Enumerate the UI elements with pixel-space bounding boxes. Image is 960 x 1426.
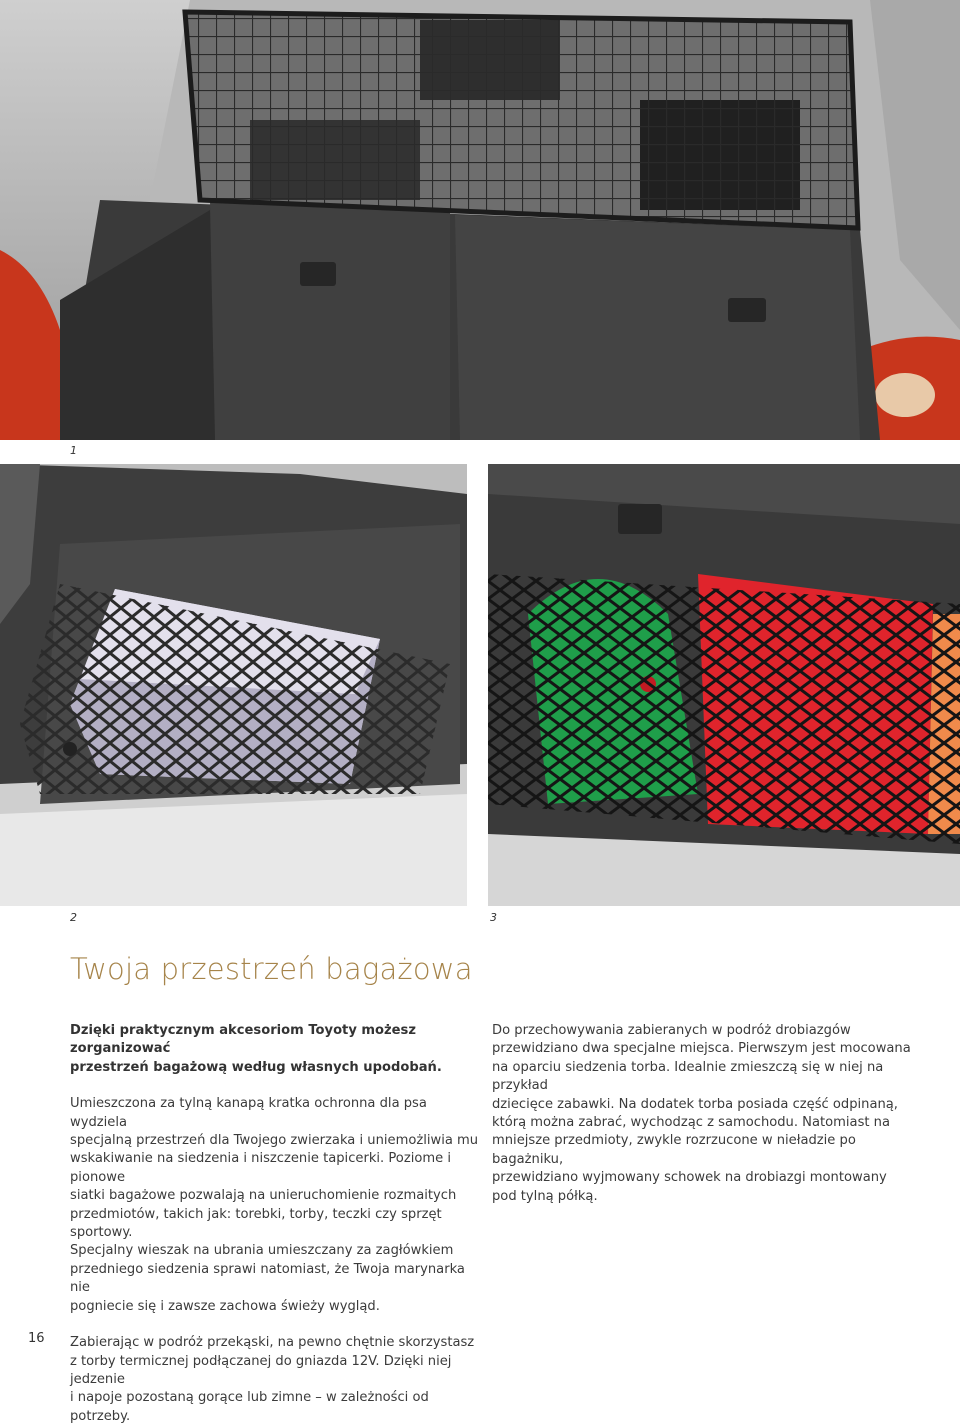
photo-caption-1: 1 — [70, 444, 77, 457]
body-line: przewidziano dwa specjalne miejsca. Pierwszym jest mocowana — [492, 1041, 911, 1057]
body-line: dziecięce zabawki. Na dodatek torba posiada część odpinaną, — [492, 1096, 898, 1112]
body-line: siatki bagażowe pozwalają na unieruchomienie rozmaitych — [70, 1188, 457, 1204]
body-line: przedniego siedzenia sprawi natomiast, że Twoja marynarka nie — [70, 1261, 465, 1296]
body-line: Do przechowywania zabieranych w podróż drobiazgów — [492, 1023, 851, 1038]
body-line: którą można zabrać, wychodząc z samochodu. Natomiast na — [492, 1115, 891, 1131]
lead-line: Dzięki praktycznym akcesoriom Toyoty możesz zorganizować — [70, 1023, 416, 1057]
body-line: na oparciu siedzenia torba. Idealnie zmieszczą się w niej na przykład — [492, 1059, 884, 1094]
photo-caption-3: 3 — [490, 911, 497, 924]
body-line: pod tylną półką. — [492, 1188, 598, 1204]
body-line: z torby termicznej podłączanej do gniazda 12V. Dzięki niej jedzenie — [70, 1353, 452, 1387]
page-number: 16 — [28, 1331, 45, 1346]
body-line: Zabierając w podróż przekąski, na pewno chętnie skorzystasz — [70, 1335, 475, 1351]
photo-floor-net — [0, 464, 467, 906]
body-line: wskakiwanie na siedzenia i niszczenie tapicerki. Poziome i pionowe — [70, 1151, 451, 1185]
body-line: przedmiotów, takich jak: torebki, torby, teczki czy sprzęt sportowy. — [70, 1206, 442, 1241]
body-line: mniejsze przedmioty, zwykle rozrzucone w nieładzie po bagażniku, — [492, 1133, 856, 1167]
body-line: pogniecie się i zawsze zachowa świeży wygląd. — [70, 1298, 380, 1314]
body-line: Umieszczona za tylną kanapą kratka ochronna dla psa wydziela — [70, 1096, 427, 1130]
photo-vertical-net — [488, 464, 960, 906]
body-line: Specjalny wieszak na ubrania umieszczany za zagłówkiem — [70, 1243, 454, 1259]
lead-line: przestrzeń bagażową według własnych upodobań. — [70, 1059, 442, 1075]
photo-dog-guard — [0, 0, 960, 440]
body-line: przewidziano wyjmowany schowek na drobiazgi montowany — [492, 1170, 887, 1186]
left-column — [70, 1022, 480, 1426]
photo-caption-2: 2 — [70, 911, 77, 924]
body-line: i napoje pozostaną gorące lub zimne – w zależności od potrzeby. — [70, 1390, 429, 1424]
right-column — [492, 1022, 912, 1206]
page-title: Twoja przestrzeń bagażowa — [70, 952, 473, 986]
body-line: specjalną przestrzeń dla Twojego zwierzaka i uniemożliwia mu — [70, 1133, 479, 1149]
